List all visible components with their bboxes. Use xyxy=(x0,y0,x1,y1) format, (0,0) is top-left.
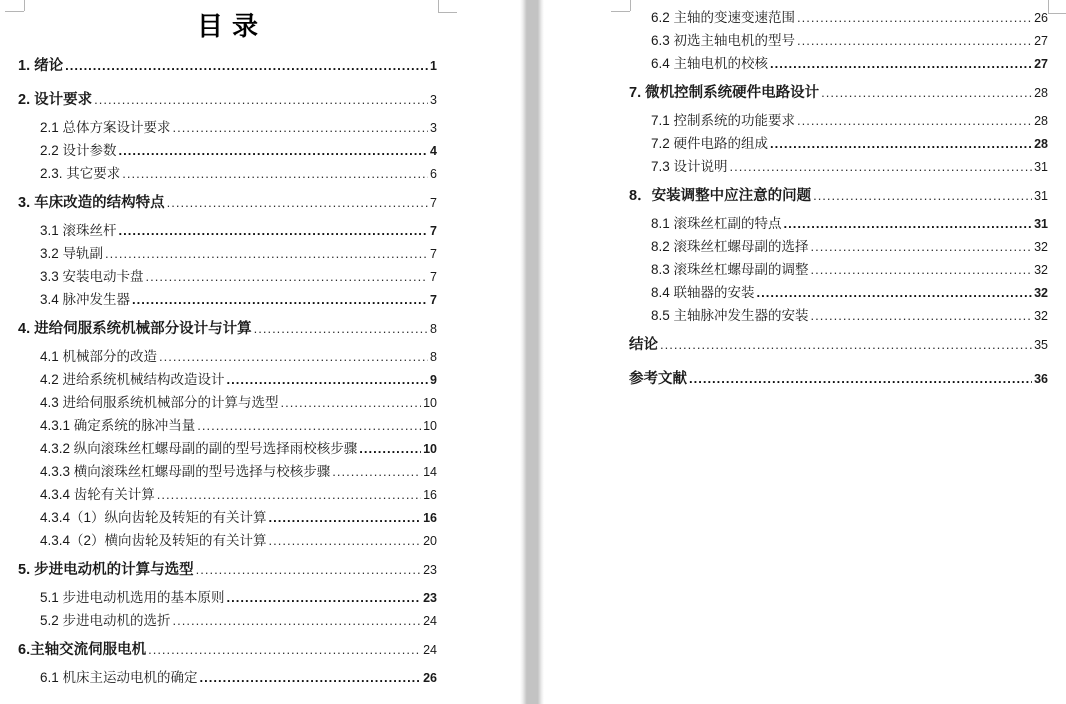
toc-entry-label[interactable]: 7.3 设计说明 xyxy=(651,159,728,174)
dot-leader xyxy=(200,666,422,689)
toc-entry[interactable] xyxy=(18,460,437,483)
dot-leader xyxy=(797,6,1032,29)
toc-entry[interactable] xyxy=(18,54,437,77)
toc-entry[interactable] xyxy=(18,483,437,506)
toc-entry-label[interactable]: 4.1 机械部分的改造 xyxy=(40,349,158,364)
toc-entry[interactable] xyxy=(18,265,437,288)
crop-mark-right-page-top-left-h xyxy=(611,11,630,12)
page-left xyxy=(0,0,520,704)
crop-mark-left-page-top-right-h xyxy=(438,12,457,13)
toc-entry-page: 14 xyxy=(423,465,437,479)
toc-entry-label[interactable]: 8．安装调整中应注意的问题 xyxy=(629,188,812,204)
toc-entry[interactable] xyxy=(18,586,437,609)
toc-entry-label[interactable]: 6.主轴交流伺服电机 xyxy=(18,642,147,658)
toc-entry-page: 10 xyxy=(423,396,437,410)
toc-entry-label[interactable]: 6.2 主轴的变速变速范围 xyxy=(651,10,796,25)
dot-leader xyxy=(770,132,1032,155)
dot-leader xyxy=(173,609,422,632)
toc-entry[interactable] xyxy=(629,81,1048,104)
toc-entry-label[interactable]: 5. 步进电动机的计算与选型 xyxy=(18,562,194,578)
toc-entry[interactable] xyxy=(18,219,437,242)
toc-entry[interactable] xyxy=(18,558,437,581)
page-right xyxy=(544,0,1066,704)
toc-entry[interactable] xyxy=(629,6,1048,29)
toc-entry-label[interactable]: 7.2 硬件电路的组成 xyxy=(651,136,769,151)
dot-leader xyxy=(811,304,1033,327)
toc-entry-label[interactable]: 6.1 机床主运动电机的确定 xyxy=(40,670,198,685)
crop-mark-left-page-top-right-v xyxy=(438,0,439,12)
toc-list-right xyxy=(629,6,1048,395)
toc-entry-label[interactable]: 4.3.4（1）纵向齿轮及转矩的有关计算 xyxy=(40,510,267,525)
toc-entry[interactable] xyxy=(18,191,437,214)
dot-leader xyxy=(784,212,1033,235)
toc-entry[interactable] xyxy=(18,414,437,437)
dot-leader xyxy=(148,638,421,661)
dot-leader xyxy=(122,162,428,185)
toc-entry[interactable] xyxy=(629,29,1048,52)
toc-entry-label[interactable]: 4.2 进给系统机械结构改造设计 xyxy=(40,372,225,387)
toc-entry-page: 27 xyxy=(1034,34,1048,48)
dot-leader xyxy=(730,155,1033,178)
dot-leader xyxy=(173,116,429,139)
dot-leader xyxy=(332,460,421,483)
toc-entry[interactable] xyxy=(18,162,437,185)
dot-leader xyxy=(770,52,1032,75)
toc-entry-page: 4 xyxy=(430,144,437,158)
toc-entry-page: 7 xyxy=(430,196,437,210)
dot-leader xyxy=(811,235,1033,258)
toc-entry-label[interactable]: 4.3.4 齿轮有关计算 xyxy=(40,487,155,502)
toc-entry-label[interactable]: 5.1 步进电动机选用的基本原则 xyxy=(40,590,225,605)
toc-entry-label[interactable]: 参考文献 xyxy=(629,371,687,387)
toc-entry[interactable] xyxy=(18,609,437,632)
dot-leader xyxy=(119,139,429,162)
toc-entry-label[interactable]: 4.3.3 横向滚珠丝杠螺母副的型号选择与校核步骤 xyxy=(40,464,331,479)
toc-entry[interactable] xyxy=(629,109,1048,132)
toc-entry-page: 31 xyxy=(1034,189,1048,203)
toc-entry-page: 9 xyxy=(430,373,437,387)
toc-entry[interactable] xyxy=(18,638,437,661)
toc-entry[interactable] xyxy=(629,235,1048,258)
toc-entry-label[interactable]: 7.1 控制系统的功能要求 xyxy=(651,113,796,128)
toc-entry[interactable] xyxy=(18,529,437,552)
toc-entry[interactable] xyxy=(18,437,437,460)
dot-leader xyxy=(797,109,1032,132)
dot-leader xyxy=(254,317,428,340)
dot-leader xyxy=(797,29,1032,52)
toc-entry-label[interactable]: 6.3 初选主轴电机的型号 xyxy=(651,33,796,48)
toc-entry-label[interactable]: 7. 微机控制系统硬件电路设计 xyxy=(629,85,820,101)
toc-entry-label[interactable]: 3.1 滚珠丝杆 xyxy=(40,223,117,238)
toc-entry[interactable] xyxy=(629,367,1048,390)
toc-entry[interactable] xyxy=(18,242,437,265)
toc-entry-page: 20 xyxy=(423,534,437,548)
toc-entry[interactable] xyxy=(629,304,1048,327)
dot-leader xyxy=(660,333,1032,356)
toc-entry-page: 27 xyxy=(1034,57,1048,71)
toc-entry-page: 23 xyxy=(423,563,437,577)
toc-entry-label[interactable]: 4.3.4（2）横向齿轮及转矩的有关计算 xyxy=(40,533,267,548)
toc-entry-page: 36 xyxy=(1034,372,1048,386)
dot-leader xyxy=(227,368,429,391)
dot-leader xyxy=(157,483,421,506)
toc-entry[interactable] xyxy=(18,368,437,391)
toc-entry-page: 32 xyxy=(1034,263,1048,277)
toc-entry-page: 31 xyxy=(1034,217,1048,231)
toc-entry[interactable] xyxy=(629,281,1048,304)
toc-entry-label[interactable]: 5.2 步进电动机的选折 xyxy=(40,613,171,628)
toc-entry-page: 16 xyxy=(423,488,437,502)
toc-entry-label[interactable]: 8.4 联轴器的安装 xyxy=(651,285,755,300)
toc-entry[interactable] xyxy=(18,288,437,311)
dot-leader xyxy=(196,558,421,581)
dot-leader xyxy=(105,242,428,265)
toc-entry-label[interactable]: 6.4 主轴电机的校核 xyxy=(651,56,769,71)
toc-entry-page: 32 xyxy=(1034,286,1048,300)
toc-list-left xyxy=(18,48,437,689)
crop-mark-right-page-top-left-v xyxy=(630,0,631,11)
toc-entry-label[interactable]: 8.2 滚珠丝杠螺母副的选择 xyxy=(651,239,809,254)
toc-entry-label[interactable]: 2. 设计要求 xyxy=(18,92,93,108)
toc-entry-page: 3 xyxy=(430,93,437,107)
toc-entry-page: 6 xyxy=(430,167,437,181)
toc-entry-page: 8 xyxy=(430,350,437,364)
toc-entry-page: 7 xyxy=(430,247,437,261)
toc-entry-label[interactable]: 3. 车床改造的结构特点 xyxy=(18,195,165,211)
toc-entry-page: 10 xyxy=(423,419,437,433)
dot-leader xyxy=(269,529,422,552)
toc-entry-label[interactable]: 4.3 进给伺服系统机械部分的计算与选型 xyxy=(40,395,279,410)
toc-entry-label[interactable]: 2.1 总体方案设计要求 xyxy=(40,120,171,135)
toc-entry-label[interactable]: 3.3 安装电动卡盘 xyxy=(40,269,144,284)
toc-entry-page: 31 xyxy=(1034,160,1048,174)
toc-entry-label[interactable]: 2.2 设计参数 xyxy=(40,143,117,158)
toc-entry-page: 16 xyxy=(423,511,437,525)
dot-leader xyxy=(757,281,1033,304)
dot-leader xyxy=(359,437,421,460)
toc-entry-page: 24 xyxy=(423,614,437,628)
toc-entry-page: 28 xyxy=(1034,137,1048,151)
toc-entry-label[interactable]: 8.5 主轴脉冲发生器的安装 xyxy=(651,308,809,323)
toc-entry-label[interactable]: 2.3. 其它要求 xyxy=(40,166,121,181)
dot-leader xyxy=(281,391,422,414)
toc-entry-page: 7 xyxy=(430,270,437,284)
toc-entry-page: 7 xyxy=(430,224,437,238)
dot-leader xyxy=(119,219,429,242)
dot-leader xyxy=(94,88,428,111)
toc-entry-label[interactable]: 4.3.1 确定系统的脉冲当量 xyxy=(40,418,196,433)
toc-entry[interactable] xyxy=(18,345,437,368)
dot-leader xyxy=(813,184,1032,207)
dot-leader xyxy=(167,191,428,214)
dot-leader xyxy=(132,288,428,311)
toc-entry[interactable] xyxy=(18,391,437,414)
toc-entry[interactable] xyxy=(18,666,437,689)
toc-entry-page: 3 xyxy=(430,121,437,135)
dot-leader xyxy=(65,54,428,77)
crop-mark-right-page-top-right-v xyxy=(1048,0,1049,13)
toc-entry-page: 35 xyxy=(1034,338,1048,352)
toc-entry-page: 28 xyxy=(1034,114,1048,128)
toc-entry[interactable] xyxy=(629,333,1048,356)
toc-entry-page: 32 xyxy=(1034,240,1048,254)
toc-title: 目录 xyxy=(196,12,267,41)
toc-entry-page: 26 xyxy=(1034,11,1048,25)
dot-leader xyxy=(689,367,1032,390)
toc-entry-page: 8 xyxy=(430,322,437,336)
crop-mark-left-page-top-left-h xyxy=(5,11,24,12)
toc-entry[interactable] xyxy=(629,212,1048,235)
toc-entry-page: 26 xyxy=(423,671,437,685)
toc-entry-page: 24 xyxy=(423,643,437,657)
page-gap xyxy=(520,0,544,704)
toc-entry[interactable] xyxy=(18,88,437,111)
toc-entry-label[interactable]: 3.2 导轨副 xyxy=(40,246,104,261)
toc-entry-label[interactable]: 8.1 滚珠丝杠副的特点 xyxy=(651,216,782,231)
toc-entry[interactable] xyxy=(629,184,1048,207)
toc-entry[interactable] xyxy=(18,139,437,162)
toc-entry[interactable] xyxy=(629,132,1048,155)
dot-leader xyxy=(227,586,422,609)
toc-entry-page: 28 xyxy=(1034,86,1048,100)
crop-mark-left-page-top-left-v xyxy=(24,0,25,11)
dot-leader xyxy=(159,345,428,368)
toc-entry[interactable] xyxy=(18,506,437,529)
toc-entry[interactable] xyxy=(629,258,1048,281)
toc-entry-label[interactable]: 1. 绪论 xyxy=(18,58,64,74)
toc-entry-label[interactable]: 3.4 脉冲发生器 xyxy=(40,292,131,307)
crop-mark-right-page-top-right-h xyxy=(1048,13,1066,14)
toc-entry[interactable] xyxy=(18,317,437,340)
toc-entry-page: 1 xyxy=(430,59,437,73)
toc-entry-label[interactable]: 4. 进给伺服系统机械部分设计与计算 xyxy=(18,321,252,337)
dot-leader xyxy=(269,506,422,529)
toc-entry-label[interactable]: 结论 xyxy=(629,337,658,353)
dot-leader xyxy=(811,258,1033,281)
dot-leader xyxy=(146,265,429,288)
toc-entry[interactable] xyxy=(629,52,1048,75)
toc-entry-page: 7 xyxy=(430,293,437,307)
toc-entry[interactable] xyxy=(629,155,1048,178)
toc-entry-label[interactable]: 4.3.2 纵向滚珠丝杠螺母副的副的型号选择雨校核步骤 xyxy=(40,441,358,456)
toc-entry-page: 10 xyxy=(423,442,437,456)
toc-entry[interactable] xyxy=(18,116,437,139)
toc-entry-page: 32 xyxy=(1034,309,1048,323)
toc-entry-label[interactable]: 8.3 滚珠丝杠螺母副的调整 xyxy=(651,262,809,277)
dot-leader xyxy=(821,81,1032,104)
toc-entry-page: 23 xyxy=(423,591,437,605)
dot-leader xyxy=(197,414,421,437)
